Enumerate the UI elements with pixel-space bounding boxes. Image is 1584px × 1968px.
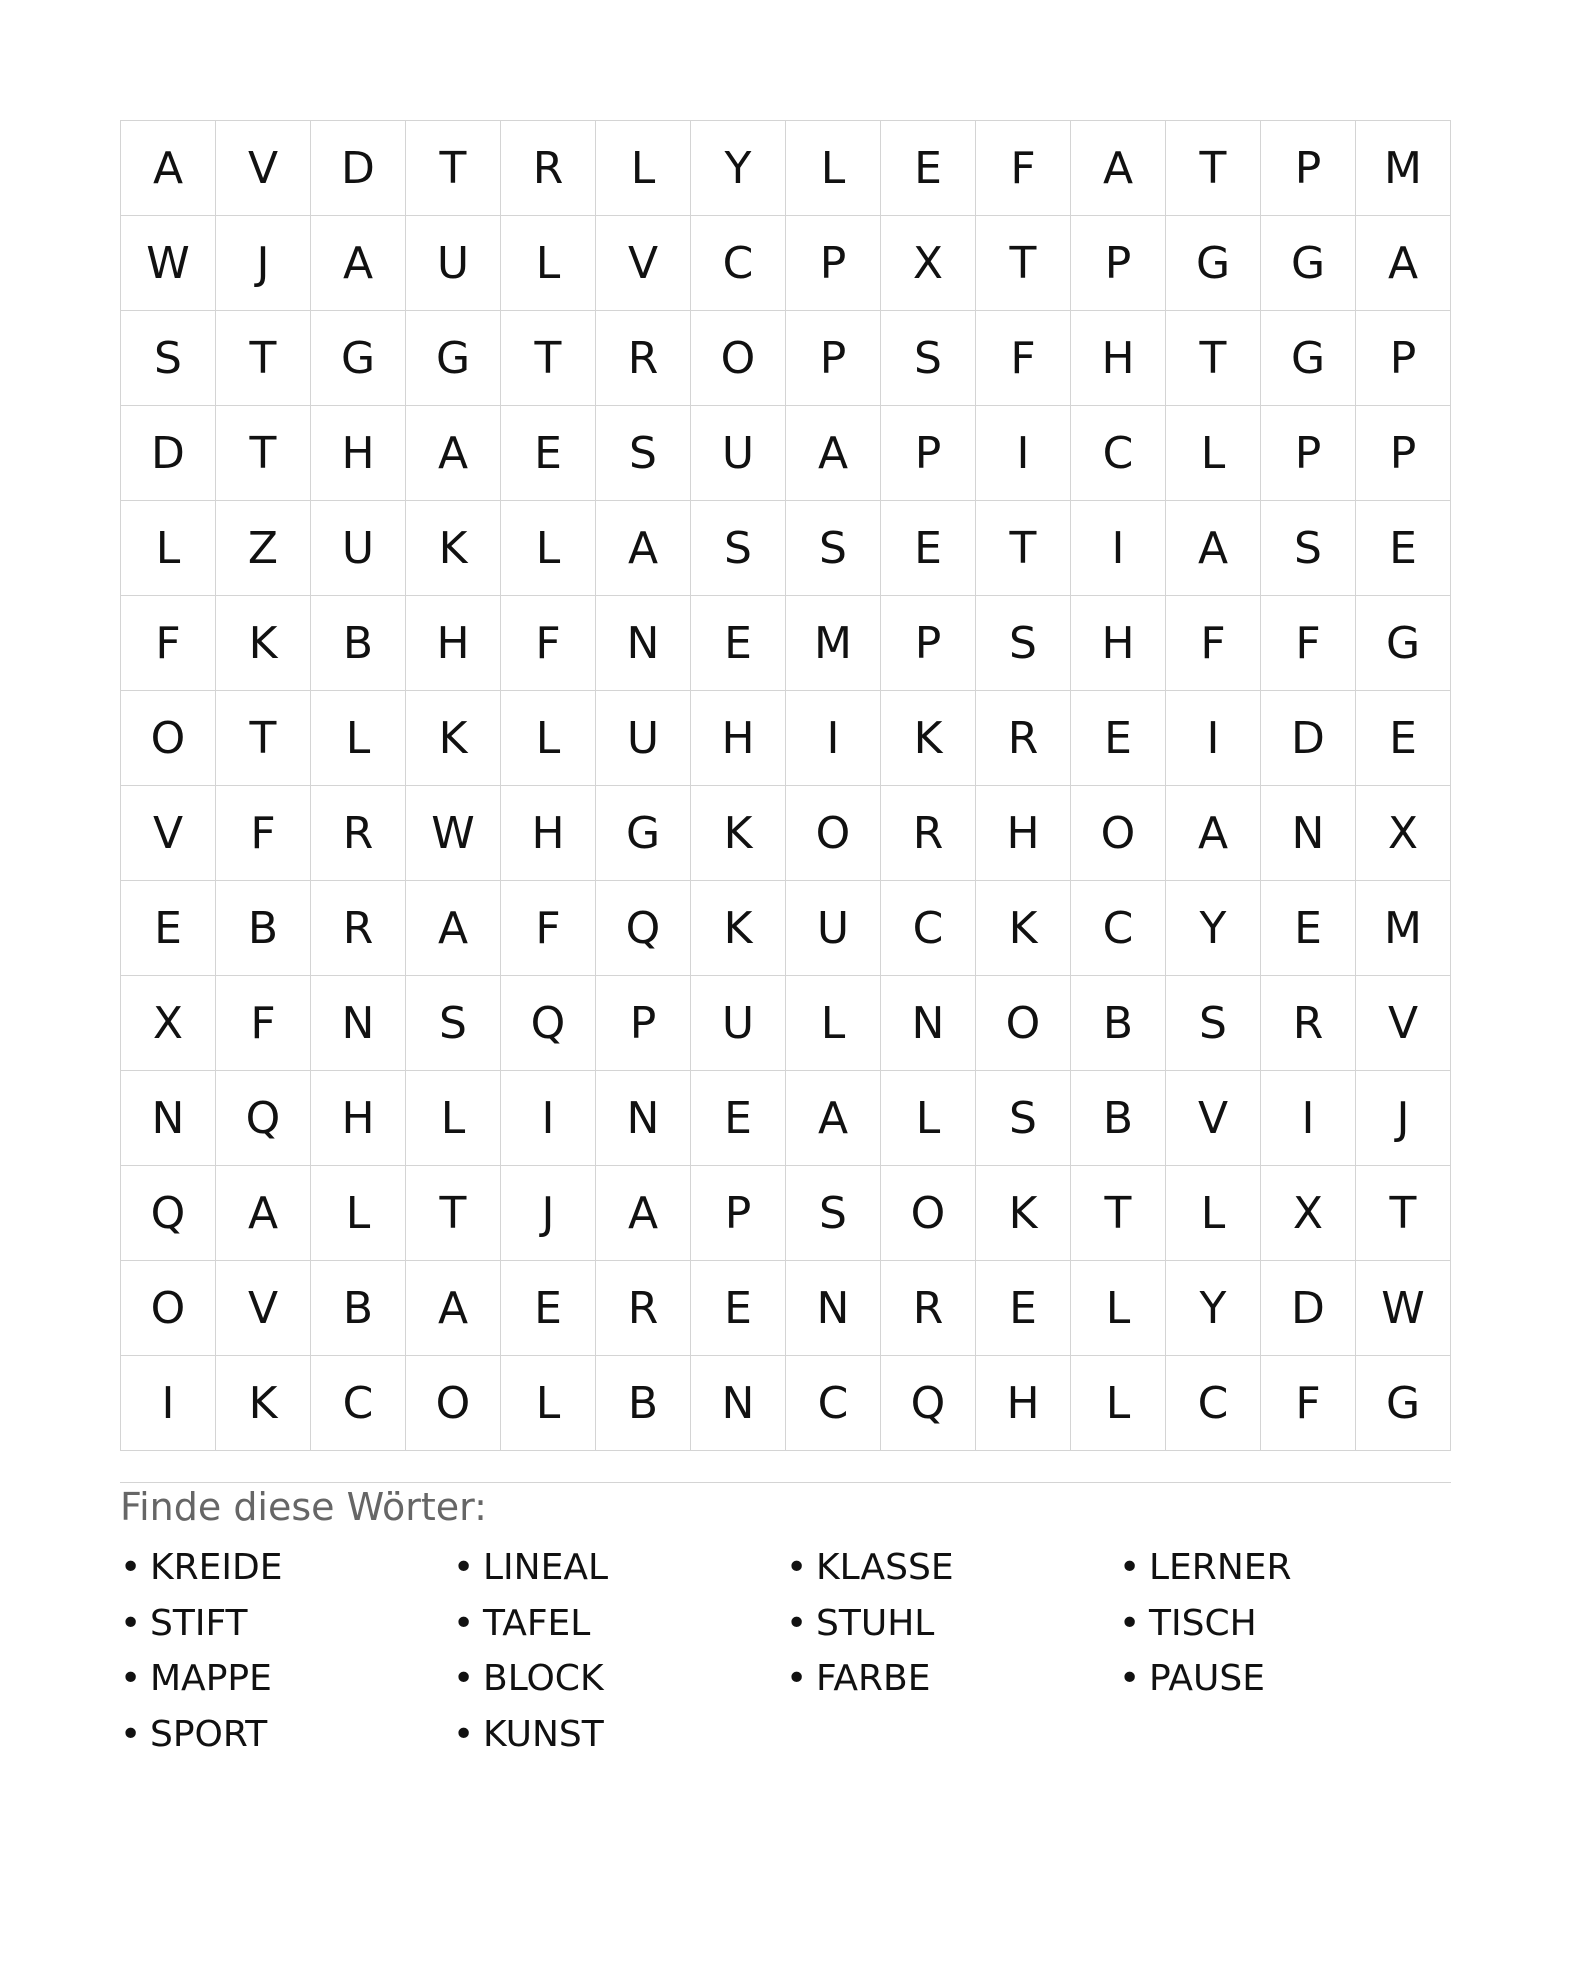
grid-cell[interactable]: N: [121, 1071, 216, 1166]
grid-cell[interactable]: I: [1261, 1071, 1356, 1166]
grid-cell[interactable]: Q: [881, 1356, 976, 1451]
grid-cell[interactable]: S: [406, 976, 501, 1071]
grid-cell[interactable]: R: [596, 1261, 691, 1356]
grid-cell[interactable]: T: [216, 691, 311, 786]
grid-cell[interactable]: E: [881, 121, 976, 216]
bullet: •: [453, 1547, 475, 1589]
grid-cell[interactable]: R: [311, 786, 406, 881]
grid-cell[interactable]: N: [311, 976, 406, 1071]
grid-cell[interactable]: S: [1166, 976, 1261, 1071]
grid-cell[interactable]: L: [501, 691, 596, 786]
grid-cell[interactable]: F: [216, 786, 311, 881]
grid-cell[interactable]: L: [786, 976, 881, 1071]
grid-cell[interactable]: S: [881, 311, 976, 406]
grid-cell[interactable]: E: [691, 596, 786, 691]
bullet: •: [120, 1602, 142, 1644]
grid-cell[interactable]: D: [121, 406, 216, 501]
grid-cell[interactable]: G: [1166, 216, 1261, 311]
word-list-heading: Finde diese Wörter:: [120, 1485, 487, 1529]
grid-cell[interactable]: B: [1071, 1071, 1166, 1166]
word-list-item: [120, 1707, 453, 1763]
grid-cell[interactable]: E: [691, 1071, 786, 1166]
grid-cell[interactable]: P: [1261, 406, 1356, 501]
word-label: KLASSE: [816, 1547, 954, 1589]
grid-cell[interactable]: D: [311, 121, 406, 216]
grid-cell[interactable]: U: [691, 976, 786, 1071]
grid-cell[interactable]: S: [1261, 501, 1356, 596]
grid-cell[interactable]: N: [691, 1356, 786, 1451]
grid-cell[interactable]: H: [501, 786, 596, 881]
grid-cell[interactable]: C: [881, 881, 976, 976]
bullet: •: [1119, 1547, 1141, 1589]
grid-cell[interactable]: T: [1071, 1166, 1166, 1261]
grid-cell[interactable]: O: [976, 976, 1071, 1071]
grid-cell[interactable]: O: [406, 1356, 501, 1451]
grid-cell[interactable]: N: [786, 1261, 881, 1356]
word-label: MAPPE: [150, 1658, 272, 1700]
grid-cell[interactable]: P: [786, 216, 881, 311]
bullet: •: [1119, 1602, 1141, 1644]
grid-cell[interactable]: T: [976, 216, 1071, 311]
grid-cell[interactable]: I: [121, 1356, 216, 1451]
grid-cell[interactable]: L: [406, 1071, 501, 1166]
grid-cell[interactable]: L: [881, 1071, 976, 1166]
grid-cell[interactable]: K: [216, 596, 311, 691]
grid-cell[interactable]: S: [596, 406, 691, 501]
bullet: •: [786, 1658, 808, 1700]
bullet: •: [453, 1602, 475, 1644]
grid-cell[interactable]: C: [1071, 406, 1166, 501]
grid-cell[interactable]: S: [976, 1071, 1071, 1166]
word-label: FARBE: [816, 1658, 931, 1700]
grid-cell[interactable]: P: [1071, 216, 1166, 311]
word-label: PAUSE: [1149, 1658, 1265, 1700]
grid-cell[interactable]: L: [1166, 1166, 1261, 1261]
grid-cell[interactable]: N: [881, 976, 976, 1071]
grid-cell[interactable]: D: [1261, 691, 1356, 786]
grid-cell[interactable]: F: [1261, 596, 1356, 691]
grid-cell[interactable]: P: [596, 976, 691, 1071]
word-label: KREIDE: [150, 1547, 283, 1589]
grid-cell[interactable]: U: [406, 216, 501, 311]
grid-cell[interactable]: Y: [691, 121, 786, 216]
grid-cell[interactable]: G: [406, 311, 501, 406]
grid-cell[interactable]: A: [1356, 216, 1451, 311]
grid-cell[interactable]: P: [1356, 406, 1451, 501]
grid-cell[interactable]: L: [596, 121, 691, 216]
grid-cell[interactable]: B: [311, 596, 406, 691]
grid-cell[interactable]: K: [976, 1166, 1071, 1261]
grid-cell[interactable]: H: [311, 406, 406, 501]
grid-cell[interactable]: L: [501, 501, 596, 596]
word-label: TISCH: [1149, 1602, 1257, 1644]
grid-cell[interactable]: R: [881, 786, 976, 881]
word-list-item: [453, 1651, 786, 1707]
grid-cell[interactable]: E: [881, 501, 976, 596]
bullet: •: [786, 1602, 808, 1644]
grid-cell[interactable]: U: [691, 406, 786, 501]
grid-cell[interactable]: K: [406, 691, 501, 786]
grid-cell[interactable]: R: [881, 1261, 976, 1356]
grid-cell[interactable]: G: [596, 786, 691, 881]
grid-cell[interactable]: A: [1071, 121, 1166, 216]
word-label: SPORT: [150, 1713, 268, 1755]
grid-cell[interactable]: U: [311, 501, 406, 596]
grid-cell[interactable]: O: [786, 786, 881, 881]
grid-cell[interactable]: W: [406, 786, 501, 881]
grid-cell[interactable]: L: [1166, 406, 1261, 501]
grid-cell[interactable]: P: [881, 406, 976, 501]
grid-cell[interactable]: V: [216, 121, 311, 216]
grid-cell[interactable]: M: [1356, 121, 1451, 216]
grid-cell[interactable]: A: [121, 121, 216, 216]
grid-cell[interactable]: U: [596, 691, 691, 786]
grid-cell[interactable]: E: [976, 1261, 1071, 1356]
grid-cell[interactable]: Y: [1166, 881, 1261, 976]
grid-cell[interactable]: T: [406, 1166, 501, 1261]
grid-cell[interactable]: E: [1356, 501, 1451, 596]
grid-cell[interactable]: N: [596, 596, 691, 691]
bullet: •: [120, 1547, 142, 1589]
grid-cell[interactable]: P: [786, 311, 881, 406]
grid-cell[interactable]: G: [1261, 216, 1356, 311]
word-list-item: [786, 1596, 1119, 1652]
grid-cell[interactable]: L: [1071, 1356, 1166, 1451]
grid-cell[interactable]: X: [121, 976, 216, 1071]
grid-cell[interactable]: U: [786, 881, 881, 976]
grid-cell[interactable]: V: [596, 216, 691, 311]
word-list-item: [453, 1707, 786, 1763]
grid-cell[interactable]: I: [501, 1071, 596, 1166]
grid-cell[interactable]: C: [786, 1356, 881, 1451]
grid-cell[interactable]: I: [1071, 501, 1166, 596]
grid-cell[interactable]: W: [1356, 1261, 1451, 1356]
grid-cell[interactable]: A: [406, 881, 501, 976]
grid-cell[interactable]: J: [216, 216, 311, 311]
grid-cell[interactable]: B: [596, 1356, 691, 1451]
grid-cell[interactable]: B: [1071, 976, 1166, 1071]
grid-cell[interactable]: Q: [501, 976, 596, 1071]
word-list-item: [453, 1596, 786, 1652]
grid-cell[interactable]: T: [216, 311, 311, 406]
grid-cell[interactable]: I: [976, 406, 1071, 501]
grid-cell[interactable]: K: [976, 881, 1071, 976]
grid-cell[interactable]: W: [121, 216, 216, 311]
grid-cell[interactable]: R: [976, 691, 1071, 786]
grid-cell[interactable]: H: [406, 596, 501, 691]
grid-cell[interactable]: A: [406, 406, 501, 501]
grid-cell[interactable]: F: [501, 881, 596, 976]
grid-cell[interactable]: G: [1261, 311, 1356, 406]
grid-cell[interactable]: O: [881, 1166, 976, 1261]
word-list-item: [120, 1651, 453, 1707]
grid-cell[interactable]: J: [1356, 1071, 1451, 1166]
grid-cell[interactable]: F: [216, 976, 311, 1071]
grid-cell[interactable]: V: [216, 1261, 311, 1356]
letter-grid: [120, 120, 1451, 1451]
word-label: TAFEL: [483, 1602, 591, 1644]
grid-cell[interactable]: K: [691, 881, 786, 976]
grid-cell[interactable]: A: [406, 1261, 501, 1356]
grid-cell[interactable]: P: [1261, 121, 1356, 216]
grid-cell[interactable]: E: [1261, 881, 1356, 976]
word-list-item: [453, 1540, 786, 1596]
grid-cell[interactable]: M: [786, 596, 881, 691]
grid-cell[interactable]: H: [311, 1071, 406, 1166]
grid-cell[interactable]: L: [501, 216, 596, 311]
bullet: •: [453, 1713, 475, 1755]
word-list-item: [1119, 1540, 1452, 1596]
word-label: STIFT: [150, 1602, 248, 1644]
bullet: •: [120, 1713, 142, 1755]
grid-cell[interactable]: Z: [216, 501, 311, 596]
grid-cell[interactable]: M: [1356, 881, 1451, 976]
grid-cell[interactable]: L: [1071, 1261, 1166, 1356]
grid-cell[interactable]: X: [1261, 1166, 1356, 1261]
grid-cell[interactable]: R: [596, 311, 691, 406]
grid-cell[interactable]: K: [216, 1356, 311, 1451]
grid-cell[interactable]: B: [311, 1261, 406, 1356]
grid-cell[interactable]: F: [1261, 1356, 1356, 1451]
divider: [120, 1482, 1451, 1483]
grid-cell[interactable]: H: [691, 691, 786, 786]
grid-cell[interactable]: N: [1261, 786, 1356, 881]
word-label: KUNST: [483, 1713, 604, 1755]
grid-cell[interactable]: O: [121, 691, 216, 786]
grid-cell[interactable]: H: [1071, 596, 1166, 691]
grid-cell[interactable]: X: [881, 216, 976, 311]
grid-cell[interactable]: V: [121, 786, 216, 881]
grid-cell[interactable]: H: [1071, 311, 1166, 406]
grid-cell[interactable]: A: [786, 1071, 881, 1166]
grid-cell[interactable]: P: [1356, 311, 1451, 406]
grid-cell[interactable]: R: [311, 881, 406, 976]
grid-cell[interactable]: Y: [1166, 1261, 1261, 1356]
grid-cell[interactable]: S: [121, 311, 216, 406]
grid-cell[interactable]: O: [1071, 786, 1166, 881]
word-list: [120, 1540, 1452, 1762]
grid-cell[interactable]: F: [976, 121, 1071, 216]
grid-cell[interactable]: I: [786, 691, 881, 786]
grid-cell[interactable]: N: [596, 1071, 691, 1166]
grid-cell[interactable]: G: [1356, 1356, 1451, 1451]
grid-cell[interactable]: I: [1166, 691, 1261, 786]
grid-cell[interactable]: E: [501, 1261, 596, 1356]
grid-cell[interactable]: L: [786, 121, 881, 216]
grid-cell[interactable]: A: [311, 216, 406, 311]
grid-cell[interactable]: P: [691, 1166, 786, 1261]
grid-cell[interactable]: A: [1166, 786, 1261, 881]
grid-cell[interactable]: R: [501, 121, 596, 216]
word-label: STUHL: [816, 1602, 935, 1644]
grid-cell[interactable]: T: [1356, 1166, 1451, 1261]
grid-cell[interactable]: K: [691, 786, 786, 881]
grid-cell[interactable]: D: [1261, 1261, 1356, 1356]
grid-cell[interactable]: S: [691, 501, 786, 596]
grid-cell[interactable]: F: [121, 596, 216, 691]
grid-cell[interactable]: T: [976, 501, 1071, 596]
word-label: LINEAL: [483, 1547, 609, 1589]
grid-cell[interactable]: E: [691, 1261, 786, 1356]
grid-cell[interactable]: E: [1071, 691, 1166, 786]
grid-cell[interactable]: B: [216, 881, 311, 976]
grid-cell[interactable]: F: [501, 596, 596, 691]
grid-cell[interactable]: C: [1071, 881, 1166, 976]
grid-cell[interactable]: L: [311, 1166, 406, 1261]
grid-cell[interactable]: Q: [596, 881, 691, 976]
bullet: •: [120, 1658, 142, 1700]
grid-cell[interactable]: H: [976, 786, 1071, 881]
grid-cell[interactable]: O: [121, 1261, 216, 1356]
grid-cell[interactable]: Q: [216, 1071, 311, 1166]
word-list-item: [786, 1540, 1119, 1596]
word-list-item: [786, 1651, 1119, 1707]
word-list-item: [120, 1596, 453, 1652]
grid-cell[interactable]: E: [1356, 691, 1451, 786]
grid-cell[interactable]: C: [1166, 1356, 1261, 1451]
grid-cell[interactable]: A: [596, 1166, 691, 1261]
grid-cell[interactable]: J: [501, 1166, 596, 1261]
bullet: •: [453, 1658, 475, 1700]
grid-cell[interactable]: L: [121, 501, 216, 596]
bullet: •: [1119, 1658, 1141, 1700]
grid-cell[interactable]: T: [501, 311, 596, 406]
grid-cell[interactable]: E: [501, 406, 596, 501]
grid-cell[interactable]: H: [976, 1356, 1071, 1451]
grid-cell[interactable]: R: [1261, 976, 1356, 1071]
grid-cell[interactable]: P: [881, 596, 976, 691]
grid-cell[interactable]: G: [1356, 596, 1451, 691]
grid-cell[interactable]: A: [216, 1166, 311, 1261]
word-label: BLOCK: [483, 1658, 604, 1700]
grid-cell[interactable]: K: [406, 501, 501, 596]
grid-cell[interactable]: Q: [121, 1166, 216, 1261]
grid-cell[interactable]: T: [216, 406, 311, 501]
grid-cell[interactable]: S: [786, 1166, 881, 1261]
word-list-item: [1119, 1596, 1452, 1652]
grid-cell[interactable]: T: [406, 121, 501, 216]
grid-cell[interactable]: X: [1356, 786, 1451, 881]
grid-cell[interactable]: L: [311, 691, 406, 786]
grid-cell[interactable]: C: [311, 1356, 406, 1451]
grid-cell[interactable]: F: [1166, 596, 1261, 691]
word-list-item: [1119, 1651, 1452, 1707]
bullet: •: [786, 1547, 808, 1589]
grid-cell[interactable]: A: [1166, 501, 1261, 596]
grid-cell[interactable]: F: [976, 311, 1071, 406]
grid-cell[interactable]: A: [596, 501, 691, 596]
grid-cell[interactable]: L: [501, 1356, 596, 1451]
grid-cell[interactable]: A: [786, 406, 881, 501]
grid-cell[interactable]: T: [1166, 311, 1261, 406]
grid-cell[interactable]: K: [881, 691, 976, 786]
grid-cell[interactable]: V: [1166, 1071, 1261, 1166]
word-label: LERNER: [1149, 1547, 1292, 1589]
grid-cell[interactable]: E: [121, 881, 216, 976]
grid-cell[interactable]: S: [976, 596, 1071, 691]
grid-cell[interactable]: C: [691, 216, 786, 311]
grid-cell[interactable]: O: [691, 311, 786, 406]
grid-cell[interactable]: G: [311, 311, 406, 406]
grid-cell[interactable]: V: [1356, 976, 1451, 1071]
grid-cell[interactable]: T: [1166, 121, 1261, 216]
grid-cell[interactable]: S: [786, 501, 881, 596]
word-list-item: [120, 1540, 453, 1596]
